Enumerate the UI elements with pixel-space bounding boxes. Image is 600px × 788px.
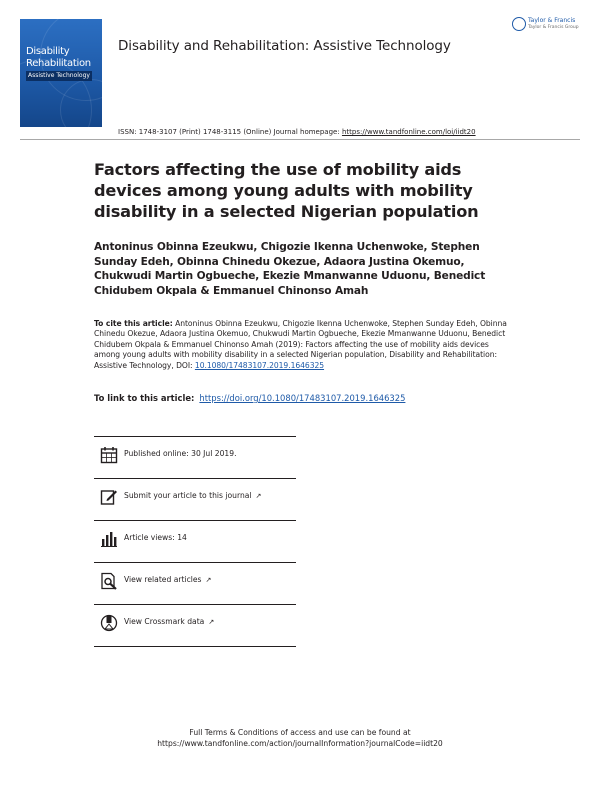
cite-doi-link[interactable]: 10.1080/17483107.2019.1646325 <box>194 360 325 370</box>
submit-article-link[interactable] <box>124 491 261 500</box>
article-views-row <box>94 520 296 562</box>
cover-title-line2: Rehabilitation <box>26 58 91 69</box>
published-online-label: Published online: 30 Jul 2019. <box>124 449 237 458</box>
external-link-icon: ↗ <box>208 618 215 626</box>
bar-chart-icon <box>100 530 118 548</box>
submit-article-label: Submit your article to this journal <box>124 491 252 500</box>
article-views-label: Article views: 14 <box>124 533 187 542</box>
article-authors: Antoninus Obinna Ezeukwu, Chigozie Ikenna Uchenwoke, Stephen Sunday Edeh, Obinna Chinedu Okezue, Adaora Justina Okemuo, Chukwudi Martin Ogbueche, Ekezie Mmanwanne Uduonu, Benedict Chidubem Okpala & Emmanuel Chinonso Amah <box>94 241 486 297</box>
article-title: Factors affecting the use of mobility aids devices among young adults with mobility disability in a selected Nigerian population <box>94 160 479 221</box>
article-doi-link[interactable]: https://doi.org/10.1080/17483107.2019.1646325 <box>199 393 406 403</box>
related-articles-label: View related articles <box>124 575 202 584</box>
journal-homepage-link[interactable]: https://www.tandfonline.com/loi/iidt20 <box>341 128 476 136</box>
external-link-icon: ↗ <box>205 576 212 584</box>
external-link-icon: ↗ <box>255 492 262 500</box>
terms-footer <box>100 727 500 749</box>
cite-label: To cite this article: <box>94 319 173 328</box>
calendar-icon <box>100 446 118 464</box>
publisher-logo-name: Taylor & Francis <box>528 17 576 24</box>
link-label: To link to this article: <box>94 393 195 403</box>
crossmark-link[interactable] <box>124 617 214 626</box>
publisher-logo[interactable] <box>512 16 580 38</box>
tf-circle-icon <box>512 17 526 31</box>
footer-terms-text: Full Terms & Conditions of access and use can be found at <box>189 728 411 737</box>
article-info-box <box>94 436 296 647</box>
issn-text: ISSN: 1748-3107 (Print) 1748-3115 (Online) Journal homepage: <box>118 128 340 136</box>
footer-terms-link[interactable]: https://www.tandfonline.com/action/journalInformation?journalCode=iidt20 <box>157 739 443 748</box>
crossmark-icon <box>100 614 118 632</box>
cite-text: Antoninus Obinna Ezeukwu, Chigozie Ikenna Uchenwoke, Stephen Sunday Edeh, Obinna Chinedu Okezue, Adaora Justina Okemuo, Chukwudi Martin Ogbueche, Ekezie Mmanwanne Uduonu, Benedict Chidubem Okpala & Emmanuel Chinonso Amah (2019): Factors affecting the use of mobility aids devices among young adults with mobility disability in a selected Nigerian population, Disability and Rehabilitation: Assistive Technology, DOI: <box>94 319 507 370</box>
header-divider <box>20 139 580 140</box>
article-link-line <box>94 393 405 403</box>
crossmark-row[interactable] <box>94 604 296 647</box>
journal-title: Disability and Rehabilitation: Assistive Technology <box>118 38 451 54</box>
cover-title-line1: Disability <box>26 46 70 57</box>
crossmark-label: View Crossmark data <box>124 617 205 626</box>
issn-line <box>118 128 476 136</box>
published-online-row <box>94 436 296 478</box>
journal-cover-image <box>20 19 102 127</box>
submit-article-row[interactable] <box>94 478 296 520</box>
publisher-logo-sub: Taylor & Francis Group <box>528 25 579 30</box>
citation-block <box>94 319 514 371</box>
search-doc-icon <box>100 572 118 590</box>
edit-icon <box>100 488 118 506</box>
cover-title-line3: Assistive Technology <box>28 72 90 79</box>
related-articles-link[interactable] <box>124 575 211 584</box>
related-articles-row[interactable] <box>94 562 296 604</box>
